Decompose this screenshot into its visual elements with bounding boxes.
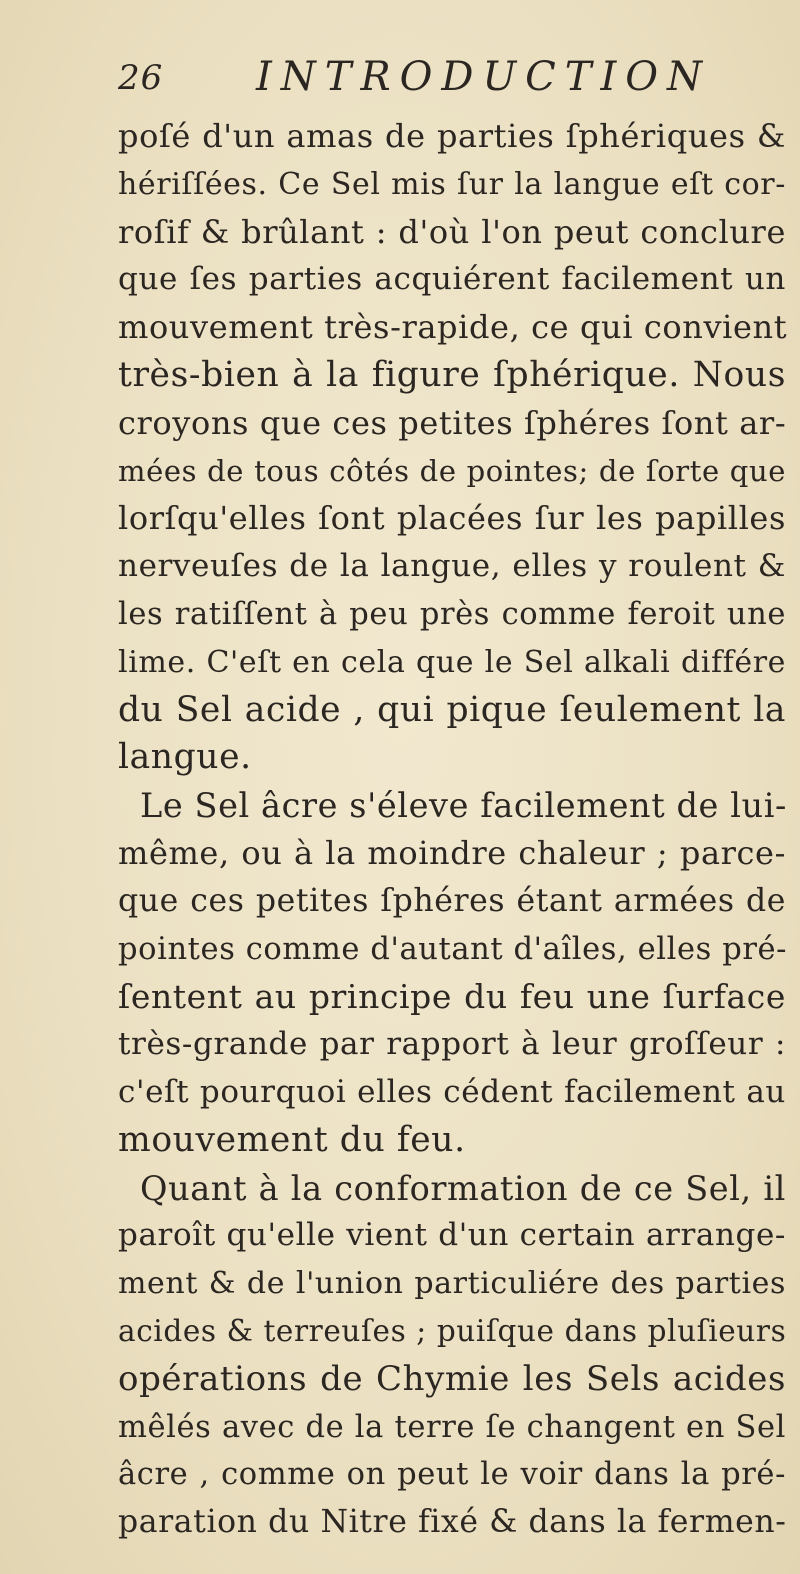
text-line: lime. C'eſt en cela que le Sel alkali différe [118,644,786,680]
text-line: ſentent au principe du feu une ſurface [118,977,786,1017]
text-line: opérations de Chymie les Sels acides [118,1358,786,1399]
text-line: très-grande par rapport à leur groſſeur : [118,1026,786,1063]
running-title: INTRODUCTION [256,54,712,100]
text-line: croyons que ces petites ſphéres ſont ar- [118,403,787,442]
text-line: paroît qu'elle vient d'un certain arrange- [118,1217,786,1254]
body-text [118,113,786,1547]
text-line: acides & terreuſes ; puiſque dans pluſieurs [118,1313,787,1348]
text-line: du Sel acide , qui pique ſeulement la [118,689,786,730]
text-line: roſif & brûlant : d'où l'on peut conclure [118,212,786,251]
text-line: poſé d'un amas de parties ſphériques & [118,117,786,155]
text-line: mées de tous côtés de pointes; de ſorte que [118,453,786,488]
text-line: pointes comme d'autant d'aîles, elles pré- [118,931,788,967]
text-line: même, ou à la moindre chaleur ; parce- [118,833,786,872]
text-line: paration du Nitre fixé & dans la fermen- [118,1504,787,1541]
text-line: mouvement très-rapide, ce qui convient [118,308,788,347]
text-line: que ces petites ſphéres étant armées de [118,882,786,919]
page-header [118,54,740,114]
text-line: langue. [118,737,252,778]
text-line: âcre , comme on peut le voir dans la pré- [118,1457,786,1493]
text-line: mêlés avec de la terre ſe changent en Sel [118,1409,786,1445]
text-line: ment & de l'union particuliére des parties [118,1266,786,1302]
text-line: hériſſées. Ce Sel mis ſur la langue eſt cor- [118,166,786,202]
page-number: 26 [118,58,164,98]
text-line: c'eſt pourquoi elles cédent facilement au [118,1073,786,1110]
text-line: lorſqu'elles ſont placées ſur les papilles [118,499,786,538]
text-line: très-bien à la figure ſphérique. Nous [118,354,786,395]
text-line: mouvement du feu. [118,1119,466,1160]
text-line: que ſes parties acquiérent facilement un [118,261,786,298]
text-line: nerveuſes de la langue, elles y roulent & [118,548,786,585]
text-line: les ratiſſent à peu près comme feroit une [118,596,786,632]
text-line: Quant à la conformation de ce Sel, il [140,1168,786,1208]
text-line: Le Sel âcre s'éleve facilement de lui- [140,786,787,826]
